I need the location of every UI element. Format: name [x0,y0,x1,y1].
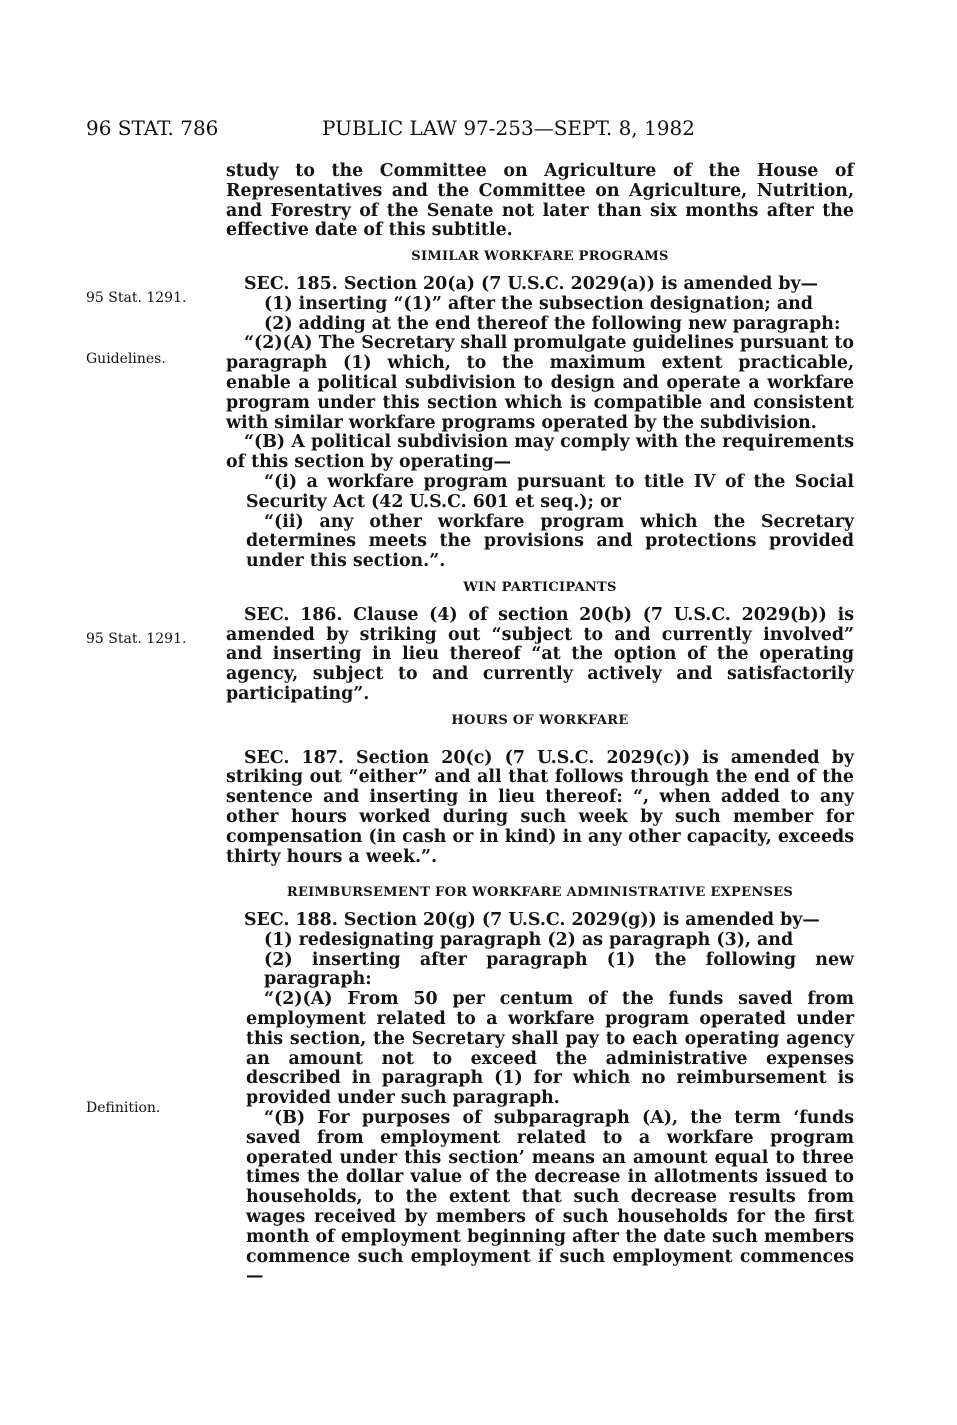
paragraph: (2) adding at the end thereof the following new paragraph: [264,313,841,334]
paragraph: study to the Committee on Agriculture of the House of Representatives and the Committee on Agriculture, Nutrition, and Forestry of the Senate not later than six months after the effective date of this subtitle. [226,161,854,241]
page-reference: 96 STAT. 786 [86,116,219,140]
margin-note-guidelines: Guidelines. [86,351,166,367]
paragraph: (1) redesignating paragraph (2) as paragraph (3), and [264,929,794,950]
page-title: PUBLIC LAW 97-253—SEPT. 8, 1982 [322,116,695,140]
paragraph: “(2)(A) The Secretary shall promulgate guidelines pursuant to paragraph (1) which, to the maximum extent practicable, enable a political subdivision to design and operate a workfare program under this section which is compatible and consistent with similar workfare programs operated by the subdivision. [226,333,854,433]
paragraph: (1) inserting “(1)” after the subsection designation; and [264,293,813,314]
section-heading: REIMBURSEMENT FOR WORKFARE ADMINISTRATIVE EXPENSES [286,885,794,901]
margin-note-definition: Definition. [86,1100,161,1116]
paragraph: “(B) For purposes of subparagraph (A), the term ‘funds saved from employment related to a workfare program operated under this section’ means an amount equal to three times the dollar value of the decrease in allotments issued to households, to the extent that such decrease results from wages received by members of such households for the first month of employment beginning after the date such members commence such employment if such employment commences— [246,1108,854,1287]
margin-note-stat: 95 Stat. 1291. [86,631,187,647]
paragraph: “(B) A political subdivision may comply with the requirements of this section by operating— [226,432,854,473]
section-paragraph: SEC. 188. Section 20(g) (7 U.S.C. 2029(g)) is amended by— [244,910,820,931]
paragraph: (2) inserting after paragraph (1) the following new paragraph: [264,949,854,990]
paragraph: “(ii) any other workfare program which the Secretary determines meets the provisions and protections provided under this section.”. [246,511,854,572]
paragraph: “(i) a workfare program pursuant to title IV of the Social Security Act (42 U.S.C. 601 et seq.); or [246,471,854,512]
section-paragraph: SEC. 185. Section 20(a) (7 U.S.C. 2029(a)) is amended by— [244,273,818,294]
section-heading: SIMILAR WORKFARE PROGRAMS [411,249,669,265]
paragraph: “(2)(A) From 50 per centum of the funds saved from employment related to a workfare program operated under this section, the Secretary shall pay to each operating agency an amount not to exceed the administrative expenses described in paragraph (1) for which no reimbursement is provided under such paragraph. [246,989,854,1109]
section-heading: HOURS OF WORKFARE [451,712,629,728]
section-paragraph: SEC. 186. Clause (4) of section 20(b) (7 U.S.C. 2029(b)) is amended by striking out “subject to and currently involved” and inserting in lieu thereof “at the option of the operating agency, subject to and currently actively and satisfactorily participating”. [226,604,854,704]
spacer [226,867,854,877]
margin-note-stat: 95 Stat. 1291. [86,290,187,306]
body-text [226,162,854,1287]
section-heading: WIN PARTICIPANTS [463,579,617,595]
section-paragraph: SEC. 187. Section 20(c) (7 U.S.C. 2029(c)) is amended by striking out “either” and all that follows through the end of the sentence and inserting in lieu thereof: “, when added to any other hours worked during such week by such member for compensation (in cash or in kind) in any other capacity, exceeds thirty hours a week.”. [226,747,854,867]
